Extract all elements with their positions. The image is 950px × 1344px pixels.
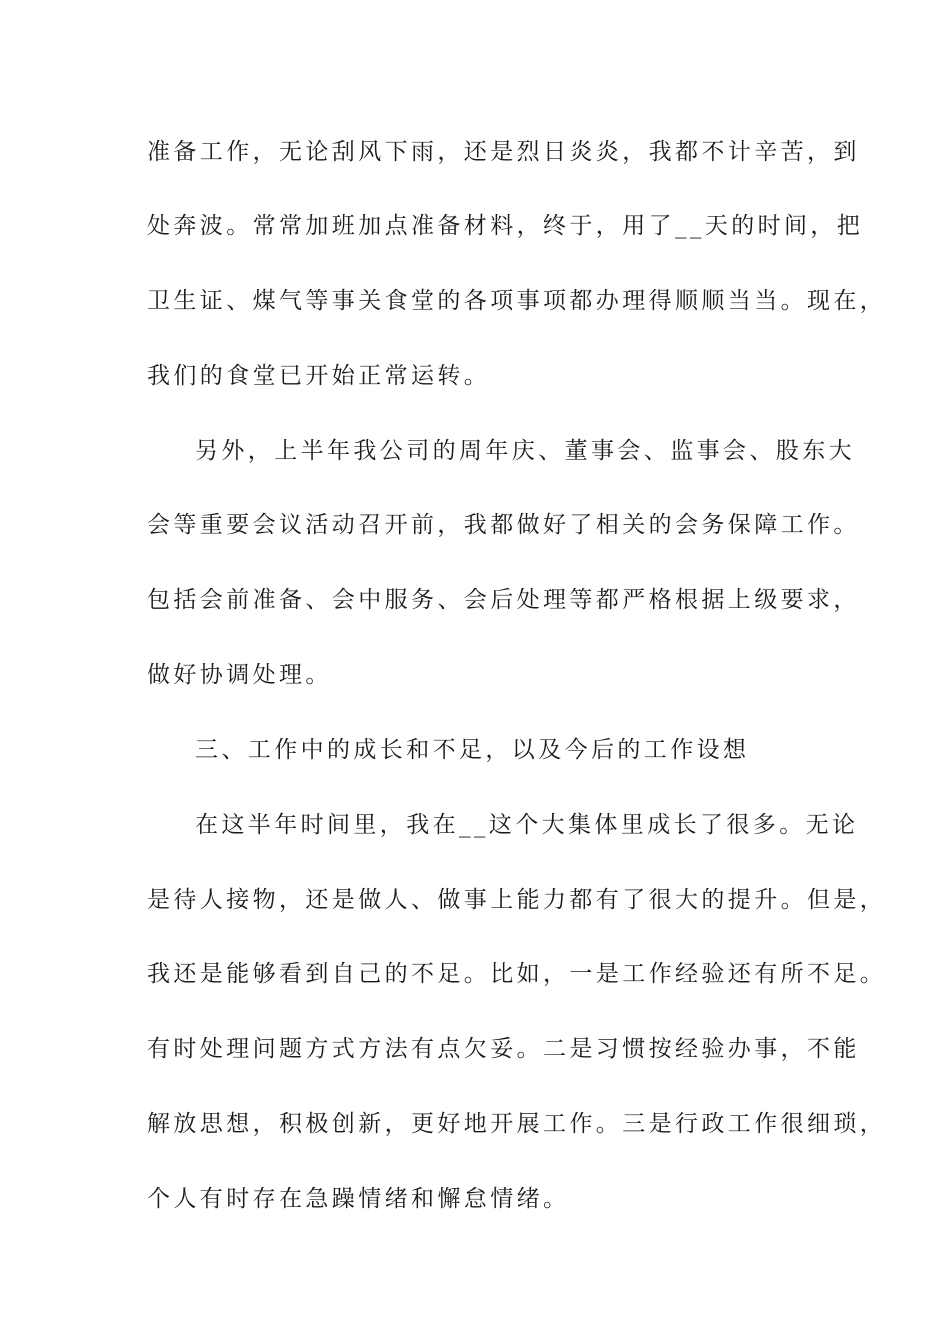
text-line: 是待人接物，还是做人、做事上能力都有了很大的提升。但是， [147,887,887,913]
text-line: 会等重要会议活动召开前，我都做好了相关的会务保障工作。 [147,512,860,538]
text-line: 个人有时存在急躁情绪和懈怠情绪。 [147,1186,570,1212]
text-line: 处奔波。常常加班加点准备材料，终于，用了__天的时间，把 [147,213,864,239]
text-line: 准备工作，无论刮风下雨，还是烈日炎炎，我都不计辛苦，到 [147,139,860,165]
text-line: 我们的食堂已开始正常运转。 [147,363,491,389]
text-line: 解放思想，积极创新，更好地开展工作。三是行政工作很细琐， [147,1111,887,1137]
paragraph-start-line: 在这半年时间里，我在__这个大集体里成长了很多。无论 [195,812,859,838]
text-line: 我还是能够看到自己的不足。比如，一是工作经验还有所不足。 [147,961,887,987]
section-heading: 三、工作中的成长和不足，以及今后的工作设想 [195,737,750,763]
text-line: 有时处理问题方式方法有点欠妥。二是习惯按经验办事，不能 [147,1036,860,1062]
paragraph-start-line: 另外，上半年我公司的周年庆、董事会、监事会、股东大 [195,438,855,464]
text-line: 卫生证、煤气等事关食堂的各项事项都办理得顺顺当当。现在， [147,288,887,314]
text-line: 做好协调处理。 [147,662,332,688]
text-line: 包括会前准备、会中服务、会后处理等都严格根据上级要求， [147,587,860,613]
